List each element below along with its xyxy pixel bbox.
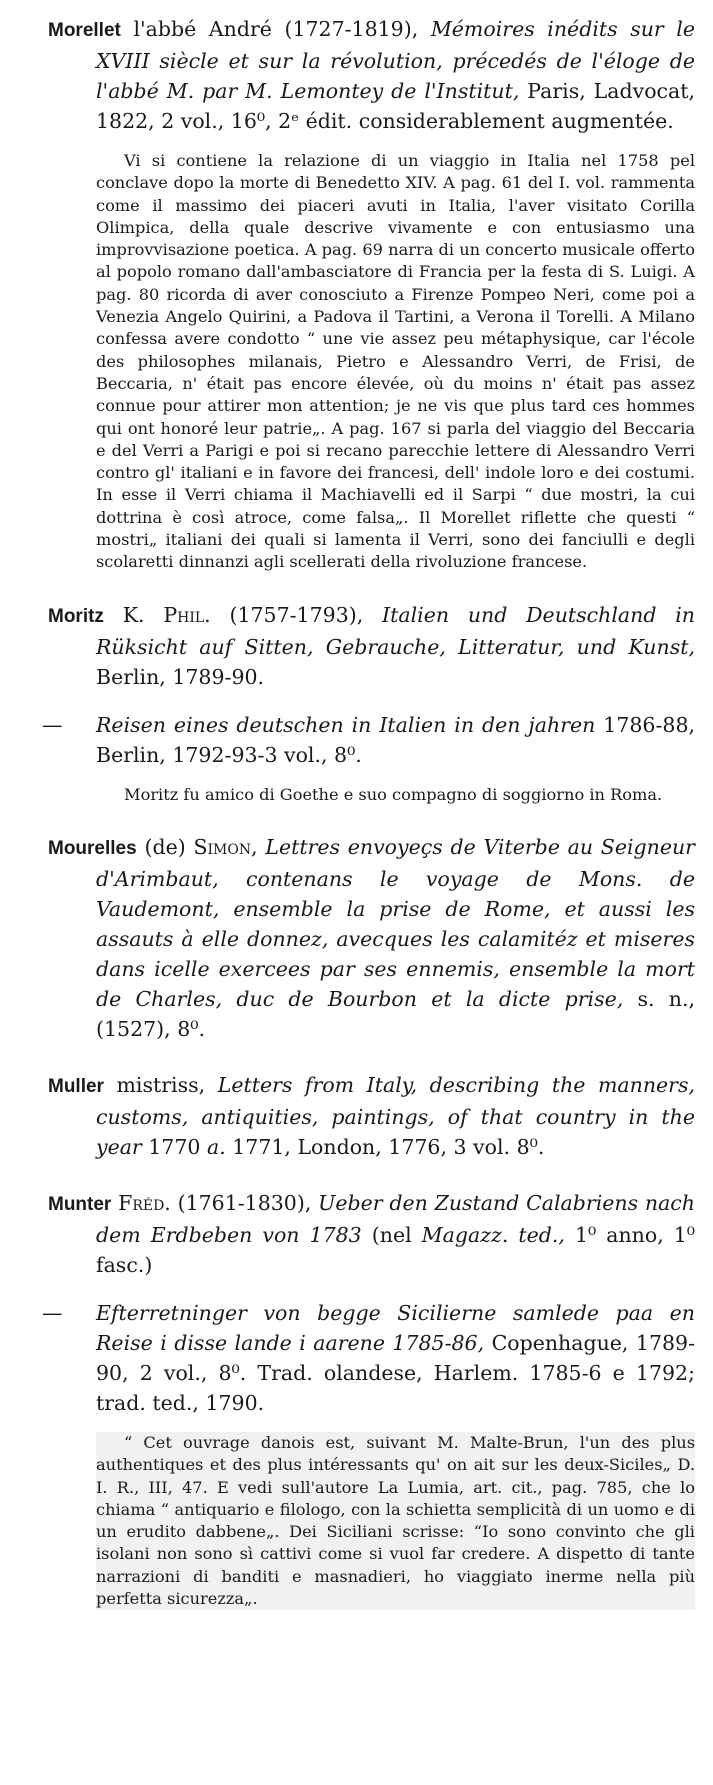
publication-details: 1771, London, 1776, 3 vol. 8⁰. bbox=[225, 1134, 545, 1159]
ditto-dash: — bbox=[42, 1300, 63, 1325]
entry-heading bbox=[48, 600, 695, 692]
author-surname: Muller bbox=[48, 1075, 104, 1097]
author-particle: (de) bbox=[136, 834, 194, 859]
work-title: Letters from Italy, describing the manners, customs, antiquities, paintings, of that country in the year bbox=[96, 1072, 696, 1159]
work-title: Ueber den Zustand Calabriens nach dem Erdbeben von 1783 bbox=[96, 1190, 695, 1247]
conjunction: a. bbox=[206, 1134, 226, 1159]
publication-prefix: (nel bbox=[361, 1222, 422, 1247]
entry-note: “ Cet ouvrage danois est, suivant M. Malte-Brun, l'un des plus authentiques et des plus intéressants qu' on ait sur les deux-Siciles„ D. I. R., III, 47. E vedi sull'autore La Lumia, art. cit., pag. 785, che lo chiama “ antiquario e filologo, con la schietta semplicità di un uomo e di un erudito dabbene„. Dei Siciliani scrisse: “Io sono convinto che gli isolani non sono sì cattivi come si vuol far credere. A dispetto di tante narrazioni di banditi e masnadieri, ho viaggiato inerme nella più perfetta sicurezza„. bbox=[96, 1432, 695, 1610]
periodical-title: Magazz. ted., bbox=[421, 1222, 565, 1247]
entry-mourelles bbox=[48, 832, 695, 1044]
subwork-publication: 1786-88, Berlin, 1792-93-3 vol., 8⁰. bbox=[96, 712, 695, 767]
author-details: mistriss, bbox=[103, 1072, 218, 1097]
publication-details: 1⁰ anno, 1⁰ fasc.) bbox=[96, 1222, 696, 1277]
work-title: Lettres envoyeçs de Viterbe au Seigneur d'Arimbaut, contenans le voyage de Mons. de Vaudemont, ensemble la prise de Rome, et aussi les assauts à elle donnez, avecques les calamitéz et miseres dans icelle exercees par ses ennemis, ensemble la mort de Charles, duc de Bourbon et la dicte prise, bbox=[96, 834, 695, 1011]
entry-heading bbox=[48, 1188, 695, 1280]
subwork-title: Reisen eines deutschen in Italien in den jahren bbox=[96, 712, 596, 737]
author-forename: Fréd. bbox=[118, 1190, 171, 1215]
author-dates: (1761-1830), bbox=[170, 1190, 319, 1215]
entry-munter bbox=[42, 1188, 696, 1610]
publication-details: Paris, Ladvocat, 1822, 2 vol., 16⁰, 2ᵉ édit. considerablement augmentée. bbox=[96, 79, 695, 133]
entry-subwork bbox=[42, 710, 695, 770]
publication-details: Berlin, 1789-90. bbox=[96, 664, 265, 689]
entry-morellet bbox=[48, 14, 695, 574]
entry-heading bbox=[48, 1070, 695, 1162]
author-initials: K. bbox=[103, 602, 164, 627]
subwork-heading bbox=[42, 1298, 695, 1418]
author-surname: Morellet bbox=[48, 20, 121, 41]
entry-subwork bbox=[42, 1298, 695, 1418]
author-details: l'abbé André (1727-1819), bbox=[120, 17, 431, 41]
publication-year: 1770 bbox=[141, 1134, 207, 1159]
subwork-title: Efterretninger von begge Sicilierne samlede paa en Reise i disse lande i aarene 1785-86, bbox=[96, 1300, 695, 1355]
author-surname: Munter bbox=[48, 1193, 112, 1215]
work-title: Mémoires inédits sur le XVIII siècle et sur la révolution, précedés de l'éloge de l'abbé M. par M. Lemontey de l'Institut, bbox=[96, 17, 695, 103]
entry-note: Moritz fu amico di Goethe e suo compagno di soggiorno in Roma. bbox=[124, 784, 663, 804]
entry-heading bbox=[48, 14, 695, 136]
work-title: Italien und Deutschland in Rüksicht auf Sitten, Gebrauche, Litteratur, und Kunst, bbox=[96, 602, 695, 659]
author-separator: , bbox=[251, 834, 266, 859]
author-surname: Moritz bbox=[48, 605, 104, 627]
subwork-publication: Copenhague, 1789-90, 2 vol., 8⁰. Trad. olandese, Harlem. 1785-6 e 1792; trad. ted., 1790. bbox=[96, 1330, 695, 1415]
entry-muller bbox=[48, 1070, 695, 1162]
author-surname: Mourelles bbox=[48, 837, 137, 859]
subwork-heading bbox=[42, 710, 695, 770]
entry-note: Vi si contiene la relazione di un viaggio in Italia nel 1758 pel conclave dopo la morte di Benedetto XIV. A pag. 61 del I. vol. rammenta come il massimo dei piaceri avuti in Italia, l'aver visitato Corilla Olimpica, della quale descrive vivamente e con entusiasmo una improvvisazione poetica. A pag. 69 narra di un concerto musicale offerto al popolo romano dall'ambasciatore di Francia per la festa di S. Luigi. A pag. 80 ricorda di aver conosciuto a Firenze Pompeo Neri, come poi a Venezia Angelo Quirini, a Padova il Tartini, a Verona il Torelli. A Milano confessa avere condotto “ une vie assez peu métaphysique, car l'école des philosophes milanais, Pietro e Alessandro Verri, de Frisi, de Beccaria, n' était pas encore élevée, où du moins n' était pas assez connue pour attirer mon attention; je ne vis que plus tard ces hommes qui ont honoré leur patrie„. A pag. 167 si parla del viaggio del Beccaria e del Verri a Parigi e poi si recano parecchie lettere di Alessandro Verri contro gl' italiani e in favore dei francesi, dell' indole loro e dei costumi. In esse il Verri chiama il Machiavelli ed il Sarpi “ due mostri, la cui dottrina è così atroce, come falsa„. Il Morellet riflette che questi “ mostri„ italiani dei quali si lamenta il Verri, sono dei fanciulli e degli scolaretti dinnanzi agli scellerati della rivoluzione francese. bbox=[96, 151, 695, 572]
author-dates: (1757-1793), bbox=[210, 602, 383, 627]
author-forename: Phil. bbox=[163, 602, 211, 627]
publication-details: s. n., (1527), 8⁰. bbox=[96, 986, 695, 1041]
ditto-dash: — bbox=[42, 712, 63, 737]
entry-moritz bbox=[42, 600, 695, 806]
author-forename: Simon bbox=[193, 834, 252, 859]
entry-heading bbox=[48, 832, 695, 1044]
